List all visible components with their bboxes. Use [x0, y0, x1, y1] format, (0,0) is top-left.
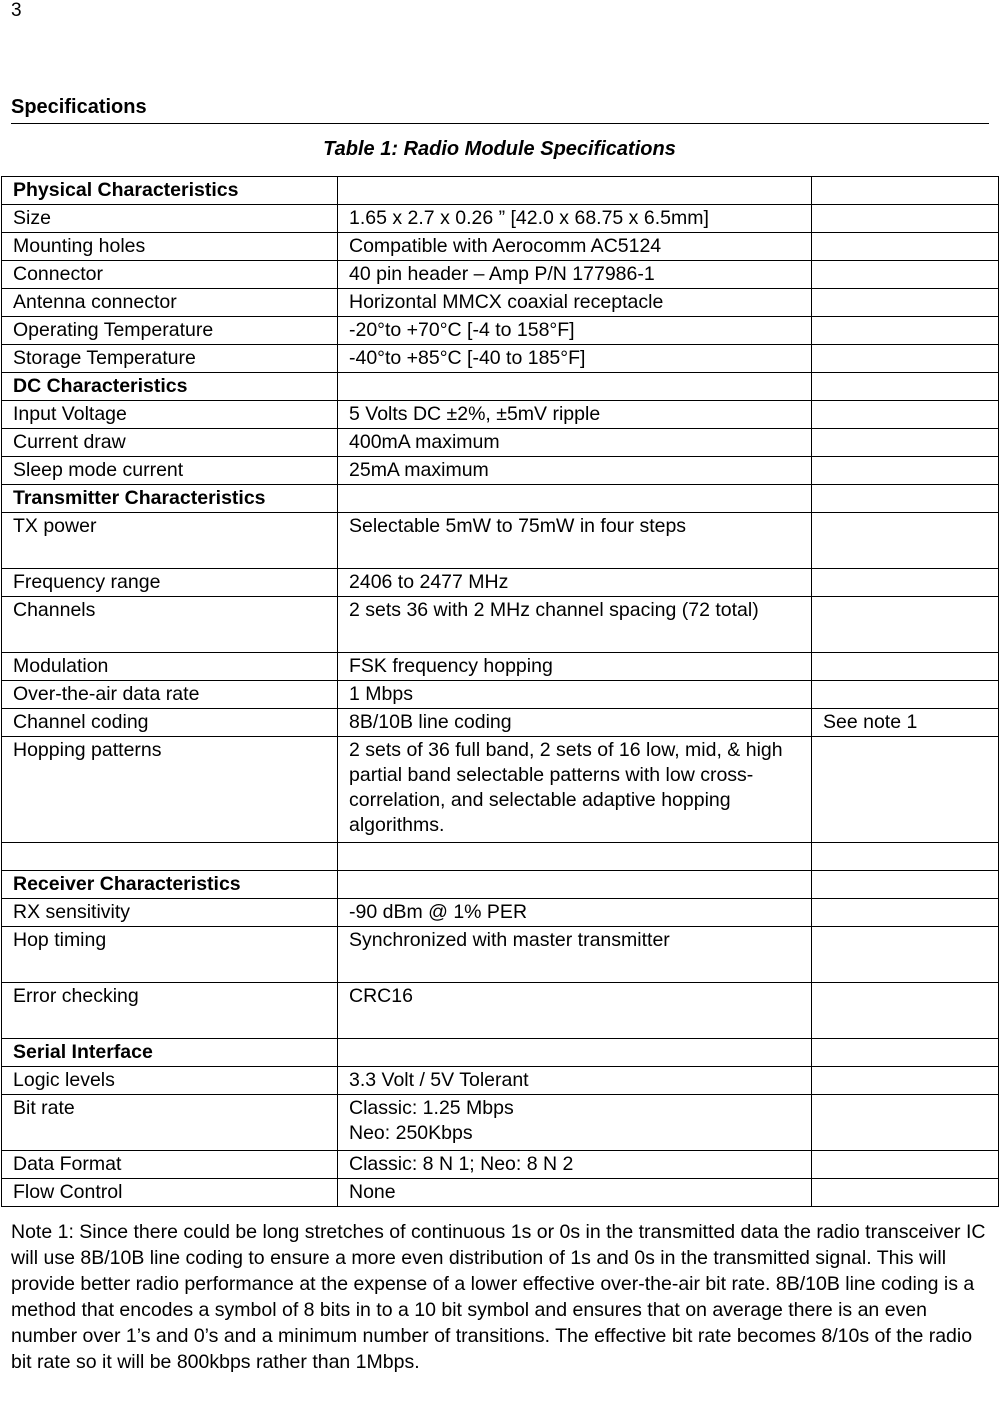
- spec-note-cell: [812, 871, 999, 899]
- table-row: [2, 205, 999, 233]
- table-caption: Table 1: Radio Module Specifications: [323, 138, 676, 160]
- spec-value-cell: CRC16: [338, 983, 812, 1039]
- spec-value-cell: 2 sets 36 with 2 MHz channel spacing (72 total): [338, 597, 812, 653]
- spec-value-cell: 40 pin header – Amp P/N 177986-1: [338, 261, 812, 289]
- spec-value-cell: 400mA maximum: [338, 429, 812, 457]
- section-header-row: [2, 1039, 999, 1067]
- spec-value-cell: [338, 373, 812, 401]
- spec-label-cell: Transmitter Characteristics: [2, 485, 338, 513]
- table-row: [2, 1151, 999, 1179]
- spec-value-cell: [338, 843, 812, 871]
- spec-value-cell: FSK frequency hopping: [338, 653, 812, 681]
- spec-note-cell: [812, 843, 999, 871]
- spec-note-cell: [812, 1095, 999, 1151]
- spec-label-cell: Current draw: [2, 429, 338, 457]
- spec-note-cell: [812, 569, 999, 597]
- spec-label-cell: Channels: [2, 597, 338, 653]
- spec-value-cell: Synchronized with master transmitter: [338, 927, 812, 983]
- table-row: [2, 709, 999, 737]
- specifications-table: [1, 176, 999, 1207]
- spec-label-cell: Flow Control: [2, 1179, 338, 1207]
- spec-note-cell: See note 1: [812, 709, 999, 737]
- spec-value-cell: [338, 485, 812, 513]
- spec-label-cell: Modulation: [2, 653, 338, 681]
- spec-value-cell: -90 dBm @ 1% PER: [338, 899, 812, 927]
- table-row: [2, 653, 999, 681]
- spec-label-cell: [2, 843, 338, 871]
- spec-value-cell: 25mA maximum: [338, 457, 812, 485]
- spec-note-cell: [812, 177, 999, 205]
- spec-note-cell: [812, 681, 999, 709]
- spec-label-cell: Serial Interface: [2, 1039, 338, 1067]
- table-row: [2, 513, 999, 569]
- spec-value-cell: None: [338, 1179, 812, 1207]
- section-header-row: [2, 485, 999, 513]
- table-row: [2, 429, 999, 457]
- table-row: [2, 597, 999, 653]
- spec-note-cell: [812, 261, 999, 289]
- spec-value-cell: [338, 871, 812, 899]
- spec-label-cell: Over-the-air data rate: [2, 681, 338, 709]
- page-number: 3: [11, 0, 22, 21]
- spec-value-cell: 2 sets of 36 full band, 2 sets of 16 low, mid, & high partial band selectable patterns with low cross-correlation, and selectable adaptive hopping algorithms.: [338, 737, 812, 843]
- spec-label-cell: Data Format: [2, 1151, 338, 1179]
- section-header-row: [2, 373, 999, 401]
- spec-value-cell: 8B/10B line coding: [338, 709, 812, 737]
- spec-note-cell: [812, 927, 999, 983]
- table-row: [2, 261, 999, 289]
- spec-note-cell: [812, 233, 999, 261]
- spec-label-cell: RX sensitivity: [2, 899, 338, 927]
- spec-label-cell: Size: [2, 205, 338, 233]
- spec-note-cell: [812, 429, 999, 457]
- spec-value-cell: -20°to +70°C [-4 to 158°F]: [338, 317, 812, 345]
- table-row: [2, 1095, 999, 1151]
- table-row: [2, 681, 999, 709]
- table-row: [2, 457, 999, 485]
- spec-value-cell: Selectable 5mW to 75mW in four steps: [338, 513, 812, 569]
- spec-note-cell: [812, 513, 999, 569]
- table-row: [2, 737, 999, 843]
- section-heading: Specifications: [11, 96, 989, 124]
- spec-value-cell: 2406 to 2477 MHz: [338, 569, 812, 597]
- table-row: [2, 569, 999, 597]
- table-row: [2, 1179, 999, 1207]
- spec-note-cell: [812, 1179, 999, 1207]
- table-row: [2, 927, 999, 983]
- spec-label-cell: Logic levels: [2, 1067, 338, 1095]
- spec-value-cell: [338, 177, 812, 205]
- spec-label-cell: DC Characteristics: [2, 373, 338, 401]
- table-row: [2, 233, 999, 261]
- spec-value-cell: Horizontal MMCX coaxial receptacle: [338, 289, 812, 317]
- note-1: Note 1: Since there could be long stretches of continuous 1s or 0s in the transmitted data the radio transceiver IC will use 8B/10B line coding to ensure a more even distribution of 1s and 0s in the transmitted signal. This will provide better radio performance at the expense of a lower effective over-the-air bit rate. 8B/10B line coding is a method that encodes a symbol of 8 bits in to a 10 bit symbol and ensures that on average there is an even number over 1’s and 0’s and a minimum number of transitions. The effective bit rate becomes 8/10s of the radio bit rate so it will be 800kbps rather than 1Mbps.: [11, 1221, 986, 1373]
- spec-note-cell: [812, 289, 999, 317]
- spec-value-cell: Classic: 1.25 Mbps Neo: 250Kbps: [338, 1095, 812, 1151]
- spec-label-cell: Storage Temperature: [2, 345, 338, 373]
- spec-value-cell: 3.3 Volt / 5V Tolerant: [338, 1067, 812, 1095]
- spec-label-cell: Connector: [2, 261, 338, 289]
- spec-note-cell: [812, 1039, 999, 1067]
- spec-note-cell: [812, 1067, 999, 1095]
- specifications-table-body: [2, 177, 999, 1207]
- spec-note-cell: [812, 983, 999, 1039]
- table-row: [2, 843, 999, 871]
- spec-value-cell: [338, 1039, 812, 1067]
- spec-note-cell: [812, 457, 999, 485]
- table-row: [2, 1067, 999, 1095]
- spec-note-cell: [812, 373, 999, 401]
- spec-note-cell: [812, 899, 999, 927]
- table-row: [2, 899, 999, 927]
- spec-label-cell: Bit rate: [2, 1095, 338, 1151]
- spec-label-cell: Hopping patterns: [2, 737, 338, 843]
- spec-label-cell: Operating Temperature: [2, 317, 338, 345]
- spec-note-cell: [812, 205, 999, 233]
- table-row: [2, 401, 999, 429]
- table-row: [2, 289, 999, 317]
- spec-value-cell: Classic: 8 N 1; Neo: 8 N 2: [338, 1151, 812, 1179]
- spec-note-cell: [812, 653, 999, 681]
- spec-note-cell: [812, 317, 999, 345]
- spec-label-cell: Input Voltage: [2, 401, 338, 429]
- spec-note-cell: [812, 485, 999, 513]
- spec-label-cell: Sleep mode current: [2, 457, 338, 485]
- spec-label-cell: Channel coding: [2, 709, 338, 737]
- spec-value-cell: 1 Mbps: [338, 681, 812, 709]
- spec-value-cell: Compatible with Aerocomm AC5124: [338, 233, 812, 261]
- spec-value-cell: -40°to +85°C [-40 to 185°F]: [338, 345, 812, 373]
- spec-note-cell: [812, 597, 999, 653]
- section-header-row: [2, 177, 999, 205]
- spec-note-cell: [812, 345, 999, 373]
- spec-value-cell: 1.65 x 2.7 x 0.26 ” [42.0 x 68.75 x 6.5mm]: [338, 205, 812, 233]
- spec-label-cell: TX power: [2, 513, 338, 569]
- spec-note-cell: [812, 401, 999, 429]
- table-row: [2, 983, 999, 1039]
- spec-label-cell: Receiver Characteristics: [2, 871, 338, 899]
- spec-label-cell: Antenna connector: [2, 289, 338, 317]
- spec-note-cell: [812, 737, 999, 843]
- spec-label-cell: Physical Characteristics: [2, 177, 338, 205]
- spec-value-cell: 5 Volts DC ±2%, ±5mV ripple: [338, 401, 812, 429]
- spec-label-cell: Error checking: [2, 983, 338, 1039]
- spec-label-cell: Frequency range: [2, 569, 338, 597]
- spec-label-cell: Hop timing: [2, 927, 338, 983]
- section-header-row: [2, 871, 999, 899]
- table-row: [2, 345, 999, 373]
- table-row: [2, 317, 999, 345]
- spec-note-cell: [812, 1151, 999, 1179]
- spec-label-cell: Mounting holes: [2, 233, 338, 261]
